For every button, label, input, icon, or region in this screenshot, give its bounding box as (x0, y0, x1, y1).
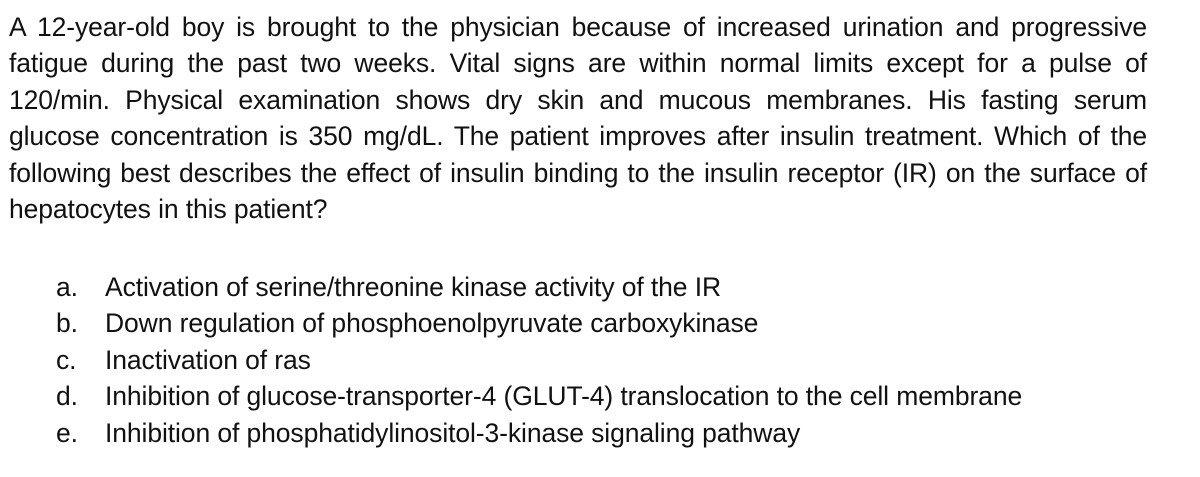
option-text: Activation of serine/threonine kinase activity of the IR (105, 272, 721, 302)
option-letter: b. (56, 308, 78, 339)
answer-option-a (56, 269, 1022, 305)
answer-option-d (56, 378, 1022, 414)
answer-option-e (56, 415, 1022, 451)
option-letter: a. (56, 272, 78, 302)
question-stem: A 12-year-old boy is brought to the physician because of increased urination and progressive fatigue during the past two weeks. Vital signs are within normal limits except for a pulse of 120/min. Physical examination shows dry skin and mucous membranes. His fasting serum glucose concentration is 350 mg/dL. The patient improves after insulin treatment. Which of the following best describes the effect of insulin binding to the insulin receptor (IR) on the surface of hepatocytes in this patient? (9, 12, 1147, 225)
option-letter: d. (56, 381, 78, 412)
answer-option-c (56, 342, 1022, 378)
option-text: Down regulation of phosphoenolpyruvate carboxykinase (105, 308, 759, 339)
option-text: Inhibition of glucose-transporter-4 (GLUT-4) translocation to the cell membrane (105, 381, 1023, 412)
option-text: Inactivation of ras (105, 344, 311, 375)
option-letter: e. (56, 417, 78, 448)
answer-option-b (56, 305, 1022, 341)
answer-options-list (56, 269, 1022, 451)
option-letter: c. (56, 344, 77, 375)
option-text: Inhibition of phosphatidylinositol-3-kinase signaling pathway (105, 417, 801, 448)
